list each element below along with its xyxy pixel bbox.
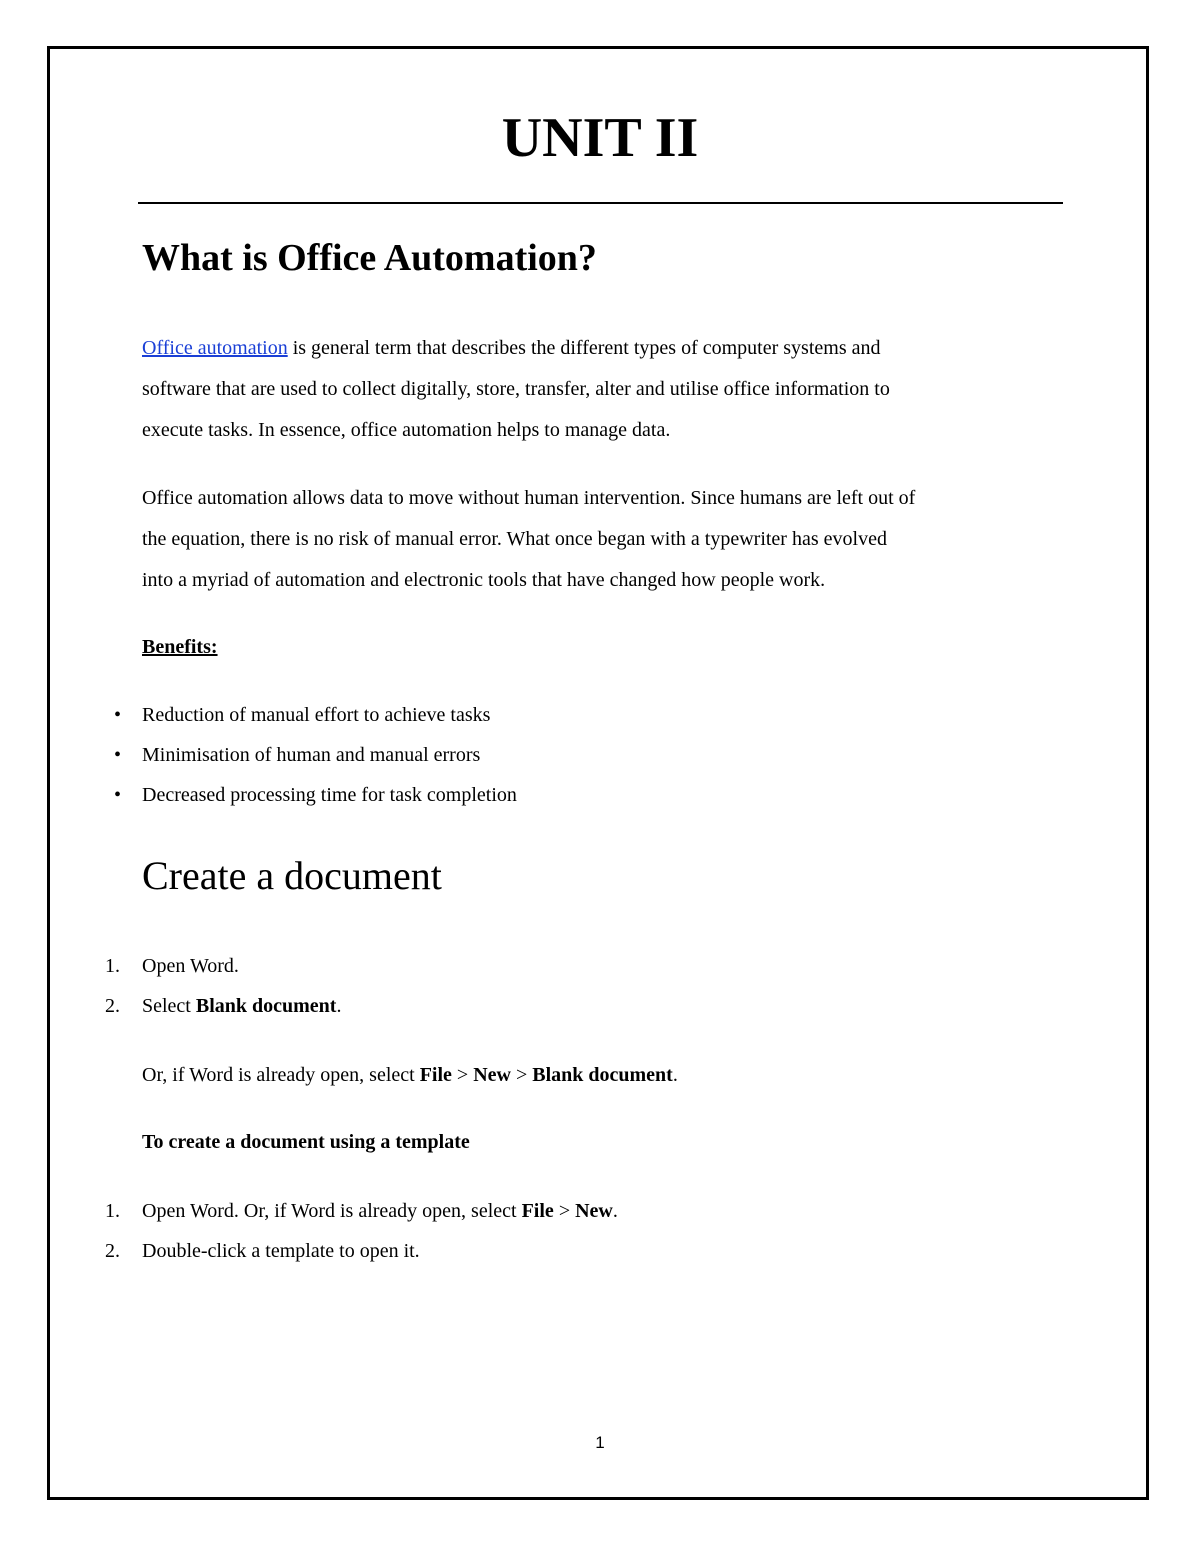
template-steps-list (0, 1196, 618, 1276)
intro-line1-text: is general term that describes the different types of computer systems and (287, 337, 881, 359)
intro-line2-text: software that are used to collect digitally, store, transfer, alter and utilise office information to (142, 378, 890, 400)
section-heading: What is Office Automation? (142, 237, 597, 279)
intro-line3-text: execute tasks. In essence, office automation helps to manage data. (142, 419, 671, 441)
list-item: • Minimisation of human and manual errors (0, 740, 517, 780)
or-instruction: Or, if Word is already open, select File > New > Blank document. (142, 1064, 678, 1086)
para2-line2: the equation, there is no risk of manual error. What once began with a typewriter has evolved (142, 528, 887, 550)
list-item: 2. Double-click a template to open it. (105, 1240, 420, 1262)
office-automation-link[interactable]: Office automation (142, 337, 288, 359)
create-document-heading: Create a document (142, 853, 442, 898)
template-subheading: To create a document using a template (142, 1131, 470, 1153)
benefits-label: Benefits: (142, 636, 218, 658)
para2-line1: Office automation allows data to move without human intervention. Since humans are left out of (142, 487, 916, 509)
page-number: 1 (595, 1433, 605, 1452)
title-divider (138, 202, 1063, 204)
intro-paragraph (142, 328, 1057, 451)
bullet-icon: • (114, 784, 122, 806)
second-paragraph (142, 478, 1057, 601)
create-steps-list (0, 951, 341, 1031)
bullet-icon: • (114, 704, 122, 726)
list-item: 1. Open Word. Or, if Word is already open, select File > New. (105, 1200, 618, 1222)
list-item: • Decreased processing time for task completion (0, 780, 517, 820)
bullet-icon: • (114, 744, 122, 766)
list-item: 1. Open Word. (105, 955, 239, 977)
list-item: 2. Select Blank document. (105, 995, 342, 1017)
para2-line3: into a myriad of automation and electronic tools that have changed how people work. (142, 569, 826, 591)
list-item: • Reduction of manual effort to achieve tasks (0, 700, 517, 740)
page-title: UNIT II (501, 107, 699, 169)
benefits-list (0, 700, 517, 820)
